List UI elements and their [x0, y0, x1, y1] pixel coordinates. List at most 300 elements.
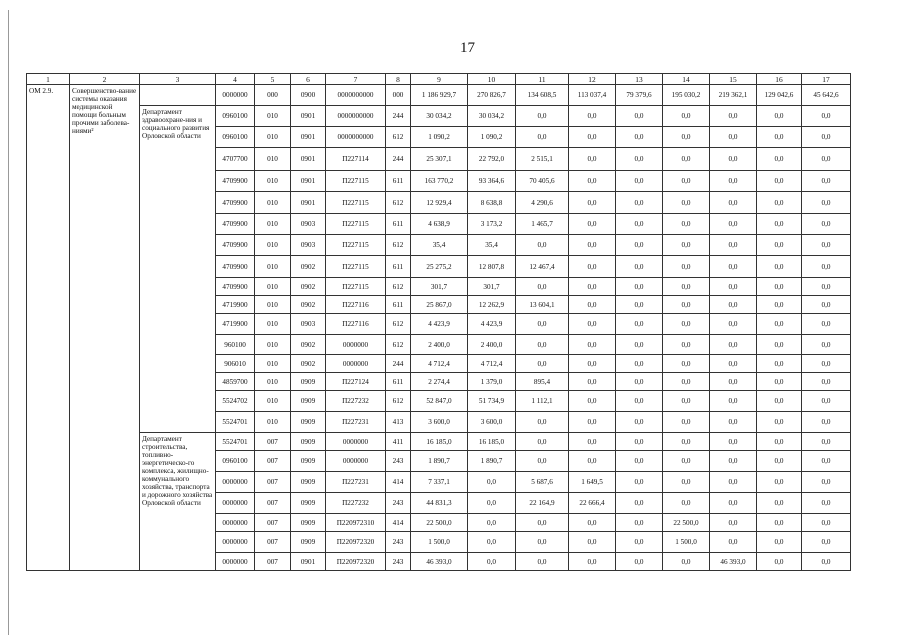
table-header-row [27, 74, 851, 85]
table-cell: 0,0 [569, 278, 616, 296]
table-cell: 163 770,2 [411, 171, 468, 192]
table-cell: 010 [255, 106, 291, 127]
table-cell: 0,0 [802, 127, 851, 148]
table-cell: 0,0 [757, 192, 802, 214]
program-name-cell: Совершенство-вание системы оказания медицинской помощи больным прочими заболева-ниями² [70, 85, 140, 571]
table-cell: 0,0 [616, 493, 663, 514]
table-cell: 0,0 [802, 553, 851, 571]
table-cell: 134 608,5 [516, 85, 569, 106]
table-cell: 0903 [291, 314, 326, 335]
table-cell: 0,0 [569, 214, 616, 235]
table-cell: 0,0 [710, 171, 757, 192]
table-cell: 612 [386, 192, 411, 214]
table-cell: 5524701 [216, 433, 255, 451]
table-cell: 0000000 [216, 493, 255, 514]
table-cell: 611 [386, 256, 411, 278]
table-cell: 010 [255, 373, 291, 391]
table-cell: 2 274,4 [411, 373, 468, 391]
table-cell: 12 929,4 [411, 192, 468, 214]
table-cell: 0,0 [757, 214, 802, 235]
table-cell: П220972310 [326, 514, 386, 532]
table-cell: 3 600,0 [411, 412, 468, 433]
table-cell: 010 [255, 296, 291, 314]
table-cell: 12 807,8 [468, 256, 516, 278]
table-cell: П227124 [326, 373, 386, 391]
table-cell: П227115 [326, 214, 386, 235]
table-cell: 0,0 [663, 472, 710, 493]
table-cell: 0,0 [757, 355, 802, 373]
table-cell: 0,0 [802, 373, 851, 391]
column-header: 3 [140, 74, 216, 85]
table-cell: 0901 [291, 192, 326, 214]
table-cell: 007 [255, 433, 291, 451]
table-cell: 612 [386, 391, 411, 412]
table-cell: 413 [386, 412, 411, 433]
table-cell: 0,0 [802, 451, 851, 472]
table-cell: 0,0 [710, 235, 757, 256]
table-cell: 0909 [291, 412, 326, 433]
table-cell: 0,0 [616, 514, 663, 532]
column-header: 6 [291, 74, 326, 85]
table-cell: 51 734,9 [468, 391, 516, 412]
column-header: 10 [468, 74, 516, 85]
table-cell: 0,0 [663, 127, 710, 148]
table-cell: 0,0 [468, 514, 516, 532]
table-cell: 0960100 [216, 106, 255, 127]
table-cell: 411 [386, 433, 411, 451]
column-header: 11 [516, 74, 569, 85]
table-cell: 0,0 [468, 493, 516, 514]
table-cell: 0,0 [757, 171, 802, 192]
table-cell: 70 405,6 [516, 171, 569, 192]
table-cell: 0,0 [710, 148, 757, 171]
table-cell: 0,0 [710, 355, 757, 373]
table-cell: 4 712,4 [411, 355, 468, 373]
table-cell: 3 173,2 [468, 214, 516, 235]
table-cell: 0,0 [663, 296, 710, 314]
table-cell: 0,0 [663, 148, 710, 171]
table-cell: 1 890,7 [468, 451, 516, 472]
table-cell: 611 [386, 214, 411, 235]
table-cell: 0,0 [710, 296, 757, 314]
table-cell: 25 275,2 [411, 256, 468, 278]
table-cell: 0909 [291, 493, 326, 514]
table-cell: 0,0 [757, 296, 802, 314]
table-cell: 0,0 [663, 314, 710, 335]
table-cell: П227115 [326, 235, 386, 256]
table-cell: 0,0 [710, 433, 757, 451]
table-cell: 0,0 [516, 355, 569, 373]
table-cell: 0,0 [516, 433, 569, 451]
table-cell: 0,0 [757, 391, 802, 412]
table-cell: 010 [255, 235, 291, 256]
table-cell: 0901 [291, 171, 326, 192]
table-cell: 0,0 [569, 314, 616, 335]
column-header: 12 [569, 74, 616, 85]
table-cell: 007 [255, 472, 291, 493]
table-cell: 79 379,6 [616, 85, 663, 106]
table-cell: 1 090,2 [468, 127, 516, 148]
table-cell: 0000000 [216, 85, 255, 106]
table-cell: 0,0 [663, 373, 710, 391]
table-cell: 0,0 [569, 391, 616, 412]
table-cell: 0,0 [569, 106, 616, 127]
table-cell: 0,0 [569, 171, 616, 192]
table-cell: 0,0 [757, 278, 802, 296]
table-cell: 611 [386, 373, 411, 391]
table-cell: 2 400,0 [468, 335, 516, 355]
table-cell: 0,0 [663, 235, 710, 256]
table-cell: 0903 [291, 214, 326, 235]
table-cell: 0000000 [216, 553, 255, 571]
table-cell: 010 [255, 412, 291, 433]
table-cell: П220972320 [326, 553, 386, 571]
table-cell: П227115 [326, 192, 386, 214]
table-cell: 0000000 [216, 472, 255, 493]
table-cell: 0000000 [326, 451, 386, 472]
table-cell: 0,0 [616, 433, 663, 451]
column-header: 7 [326, 74, 386, 85]
table-cell: 0,0 [802, 235, 851, 256]
table-cell: 0,0 [757, 493, 802, 514]
table-cell: 0,0 [757, 335, 802, 355]
table-cell: 0,0 [710, 532, 757, 553]
column-header: 1 [27, 74, 70, 85]
table-cell: 0901 [291, 106, 326, 127]
table-cell: 0,0 [802, 391, 851, 412]
table-cell: 414 [386, 472, 411, 493]
table-cell: П227115 [326, 278, 386, 296]
table-cell: 30 034,2 [411, 106, 468, 127]
table-cell: 5 687,6 [516, 472, 569, 493]
table-cell: 0,0 [710, 451, 757, 472]
table-cell: 0,0 [616, 553, 663, 571]
table-cell: 243 [386, 493, 411, 514]
table-cell: 0901 [291, 148, 326, 171]
table-cell: 195 030,2 [663, 85, 710, 106]
table-cell: 22 500,0 [663, 514, 710, 532]
table-cell: 0,0 [468, 472, 516, 493]
table-cell: 0,0 [802, 171, 851, 192]
table-cell: 010 [255, 148, 291, 171]
table-cell: 010 [255, 256, 291, 278]
table-cell: 0,0 [616, 171, 663, 192]
table-cell: 0909 [291, 532, 326, 553]
table-cell: 129 042,6 [757, 85, 802, 106]
table-cell: 0,0 [616, 373, 663, 391]
table-cell: 301,7 [411, 278, 468, 296]
table-cell: 4709900 [216, 235, 255, 256]
table-cell: 010 [255, 171, 291, 192]
table-cell: П227231 [326, 472, 386, 493]
table-cell: 3 600,0 [468, 412, 516, 433]
table-cell: 0000000 [216, 532, 255, 553]
table-cell: 007 [255, 553, 291, 571]
table-cell: 010 [255, 127, 291, 148]
table-cell: 93 364,6 [468, 171, 516, 192]
table-cell: П227116 [326, 314, 386, 335]
table-cell: 0,0 [802, 148, 851, 171]
table-cell: 0000000000 [326, 127, 386, 148]
table-cell: 46 393,0 [411, 553, 468, 571]
table-cell: 611 [386, 171, 411, 192]
table-cell: 52 847,0 [411, 391, 468, 412]
table-cell: 010 [255, 335, 291, 355]
column-header: 15 [710, 74, 757, 85]
table-cell: 0902 [291, 296, 326, 314]
table-cell: 0,0 [802, 192, 851, 214]
table-cell: 611 [386, 296, 411, 314]
table-cell: 22 164,9 [516, 493, 569, 514]
table-cell: 4859700 [216, 373, 255, 391]
table-cell: 0,0 [516, 335, 569, 355]
table-cell: 1 890,7 [411, 451, 468, 472]
table-cell: 270 826,7 [468, 85, 516, 106]
table-cell: 4709900 [216, 278, 255, 296]
table-cell: 0,0 [802, 514, 851, 532]
table-cell: 010 [255, 355, 291, 373]
table-cell: 0,0 [569, 553, 616, 571]
table-cell: 0,0 [663, 256, 710, 278]
table-cell: 35,4 [468, 235, 516, 256]
executor-health-cell: Департамент здравоохране-ния и социального развития Орловской области [140, 106, 216, 433]
table-cell: 0,0 [802, 314, 851, 335]
table-cell: 0,0 [757, 106, 802, 127]
table-cell: 0,0 [663, 214, 710, 235]
table-cell: 0,0 [802, 106, 851, 127]
table-cell: 612 [386, 127, 411, 148]
table-cell: 0,0 [569, 355, 616, 373]
table-cell: П227115 [326, 256, 386, 278]
table-cell: 0,0 [710, 278, 757, 296]
table-cell: 0,0 [569, 335, 616, 355]
table-cell: 0,0 [616, 335, 663, 355]
table-row [27, 85, 851, 106]
table-cell: 0,0 [757, 433, 802, 451]
column-header: 2 [70, 74, 140, 85]
table-cell: 0,0 [710, 127, 757, 148]
table-cell: 010 [255, 192, 291, 214]
table-cell: 0902 [291, 256, 326, 278]
table-cell: 0,0 [802, 355, 851, 373]
table-cell: 0,0 [569, 532, 616, 553]
table-cell: 0,0 [569, 192, 616, 214]
column-header: 16 [757, 74, 802, 85]
table-cell: П227231 [326, 412, 386, 433]
table-cell: 007 [255, 532, 291, 553]
budget-table [26, 73, 851, 571]
table-cell: 12 467,4 [516, 256, 569, 278]
table-cell: 0,0 [757, 148, 802, 171]
table-cell: 007 [255, 451, 291, 472]
table-cell: 0,0 [663, 451, 710, 472]
table-cell: 0909 [291, 373, 326, 391]
table-cell: 0,0 [569, 412, 616, 433]
table-cell: 0,0 [616, 472, 663, 493]
table-cell: 0,0 [569, 235, 616, 256]
table-cell: 000 [255, 85, 291, 106]
table-cell: П227232 [326, 391, 386, 412]
table-cell: 0,0 [468, 532, 516, 553]
table-cell: 612 [386, 278, 411, 296]
column-header: 17 [802, 74, 851, 85]
table-cell: 0,0 [616, 296, 663, 314]
table-cell: 906010 [216, 355, 255, 373]
table-cell: 0,0 [616, 214, 663, 235]
table-cell: 0902 [291, 355, 326, 373]
column-header: 13 [616, 74, 663, 85]
table-cell: 0909 [291, 391, 326, 412]
table-cell: 16 185,0 [411, 433, 468, 451]
table-cell: 0000000 [326, 433, 386, 451]
table-cell: 010 [255, 278, 291, 296]
table-cell: 960100 [216, 335, 255, 355]
table-cell: 7 337,1 [411, 472, 468, 493]
table-cell: 0,0 [616, 192, 663, 214]
table-cell: 0,0 [757, 553, 802, 571]
table-cell: 5524701 [216, 412, 255, 433]
program-code-cell: ОМ 2.9. [27, 85, 70, 571]
table-cell: 0,0 [802, 296, 851, 314]
table-cell: П227115 [326, 171, 386, 192]
table-cell: 0,0 [663, 278, 710, 296]
table-cell: 0900 [291, 85, 326, 106]
table-cell: 0,0 [757, 314, 802, 335]
table-cell: 0,0 [516, 106, 569, 127]
table-cell: 301,7 [468, 278, 516, 296]
table-cell: 219 362,1 [710, 85, 757, 106]
table-cell: 0,0 [616, 355, 663, 373]
table-cell: 0,0 [802, 256, 851, 278]
table-cell: 5524702 [216, 391, 255, 412]
table-cell: 113 037,4 [569, 85, 616, 106]
table-cell: 4707700 [216, 148, 255, 171]
table-cell: 0902 [291, 335, 326, 355]
page-number: 17 [460, 40, 475, 56]
table-cell: 0,0 [616, 451, 663, 472]
table-cell: 0,0 [802, 532, 851, 553]
table-cell: 244 [386, 148, 411, 171]
table-cell: 8 638,8 [468, 192, 516, 214]
table-cell: 4719900 [216, 296, 255, 314]
table-cell: 25 867,0 [411, 296, 468, 314]
table-cell: 0,0 [569, 296, 616, 314]
table-cell: 0,0 [663, 355, 710, 373]
table-cell: 0,0 [663, 391, 710, 412]
table-cell: 0,0 [516, 127, 569, 148]
table-cell: 0,0 [757, 373, 802, 391]
table-cell: 0909 [291, 472, 326, 493]
table-cell: 22 792,0 [468, 148, 516, 171]
table-cell: 0,0 [516, 532, 569, 553]
table-cell: 0,0 [710, 192, 757, 214]
table-cell: 0,0 [616, 127, 663, 148]
table-cell: 1 465,7 [516, 214, 569, 235]
table-cell: 0,0 [616, 314, 663, 335]
table-cell: 0,0 [710, 373, 757, 391]
table-cell: П220972320 [326, 532, 386, 553]
table-cell: 0000000 [216, 514, 255, 532]
table-cell: П227114 [326, 148, 386, 171]
table-cell: 35,4 [411, 235, 468, 256]
executor-construction-cell: Департамент строительства, топливно-энергетическо-го комплекса, жилищно-коммунального хозяйства, транспорта и дорожного хозяйства Орловской области [140, 433, 216, 571]
table-cell: 007 [255, 514, 291, 532]
table-cell: 0,0 [802, 214, 851, 235]
table-cell: 0,0 [516, 314, 569, 335]
table-cell: 0903 [291, 235, 326, 256]
table-cell: 0,0 [710, 472, 757, 493]
table-cell: 0,0 [569, 433, 616, 451]
table-cell: 0,0 [663, 433, 710, 451]
table-cell: 30 034,2 [468, 106, 516, 127]
table-cell: 2 515,1 [516, 148, 569, 171]
column-header: 8 [386, 74, 411, 85]
table-cell: 0000000000 [326, 85, 386, 106]
table-cell: 010 [255, 391, 291, 412]
table-cell: 12 262,9 [468, 296, 516, 314]
table-cell: 0,0 [802, 335, 851, 355]
column-header: 5 [255, 74, 291, 85]
table-cell: 0,0 [516, 451, 569, 472]
table-cell: 1 186 929,7 [411, 85, 468, 106]
table-cell: 4709900 [216, 256, 255, 278]
table-cell: 0,0 [569, 514, 616, 532]
table-cell: 0,0 [710, 335, 757, 355]
table-cell: 0,0 [802, 412, 851, 433]
table-cell: 010 [255, 314, 291, 335]
table-cell: 0,0 [710, 214, 757, 235]
table-cell: 0000000 [326, 355, 386, 373]
table-cell: 4 423,9 [468, 314, 516, 335]
table-cell: 0000000000 [326, 106, 386, 127]
table-cell: 22 500,0 [411, 514, 468, 532]
table-cell: 0000000 [326, 335, 386, 355]
table-cell: 0,0 [802, 278, 851, 296]
table-cell: 414 [386, 514, 411, 532]
table-cell: 0,0 [516, 553, 569, 571]
table-cell: 1 500,0 [411, 532, 468, 553]
table-cell: П227232 [326, 493, 386, 514]
table-cell: 1 500,0 [663, 532, 710, 553]
table-cell: 44 831,3 [411, 493, 468, 514]
table-cell: 0,0 [569, 127, 616, 148]
table-cell: 243 [386, 553, 411, 571]
table-cell: 46 393,0 [710, 553, 757, 571]
table-cell: 0,0 [802, 493, 851, 514]
table-cell: 0909 [291, 514, 326, 532]
table-cell: 4709900 [216, 171, 255, 192]
table-cell: 243 [386, 451, 411, 472]
table-cell: 0,0 [569, 451, 616, 472]
table-cell: 0,0 [616, 148, 663, 171]
table-cell: 612 [386, 314, 411, 335]
table-cell: 0,0 [757, 412, 802, 433]
table-cell: 22 666,4 [569, 493, 616, 514]
table-cell: 0909 [291, 451, 326, 472]
table-cell: 0,0 [616, 532, 663, 553]
table-cell: 2 400,0 [411, 335, 468, 355]
table-cell: 1 649,5 [569, 472, 616, 493]
table-cell: 0,0 [616, 106, 663, 127]
table-cell: 0909 [291, 433, 326, 451]
table-cell: 0,0 [710, 256, 757, 278]
executor-blank-cell [140, 85, 216, 106]
table-cell: 612 [386, 235, 411, 256]
table-row [27, 433, 851, 451]
table-cell: 0,0 [757, 451, 802, 472]
table-cell: 4709900 [216, 192, 255, 214]
table-cell: 0901 [291, 127, 326, 148]
